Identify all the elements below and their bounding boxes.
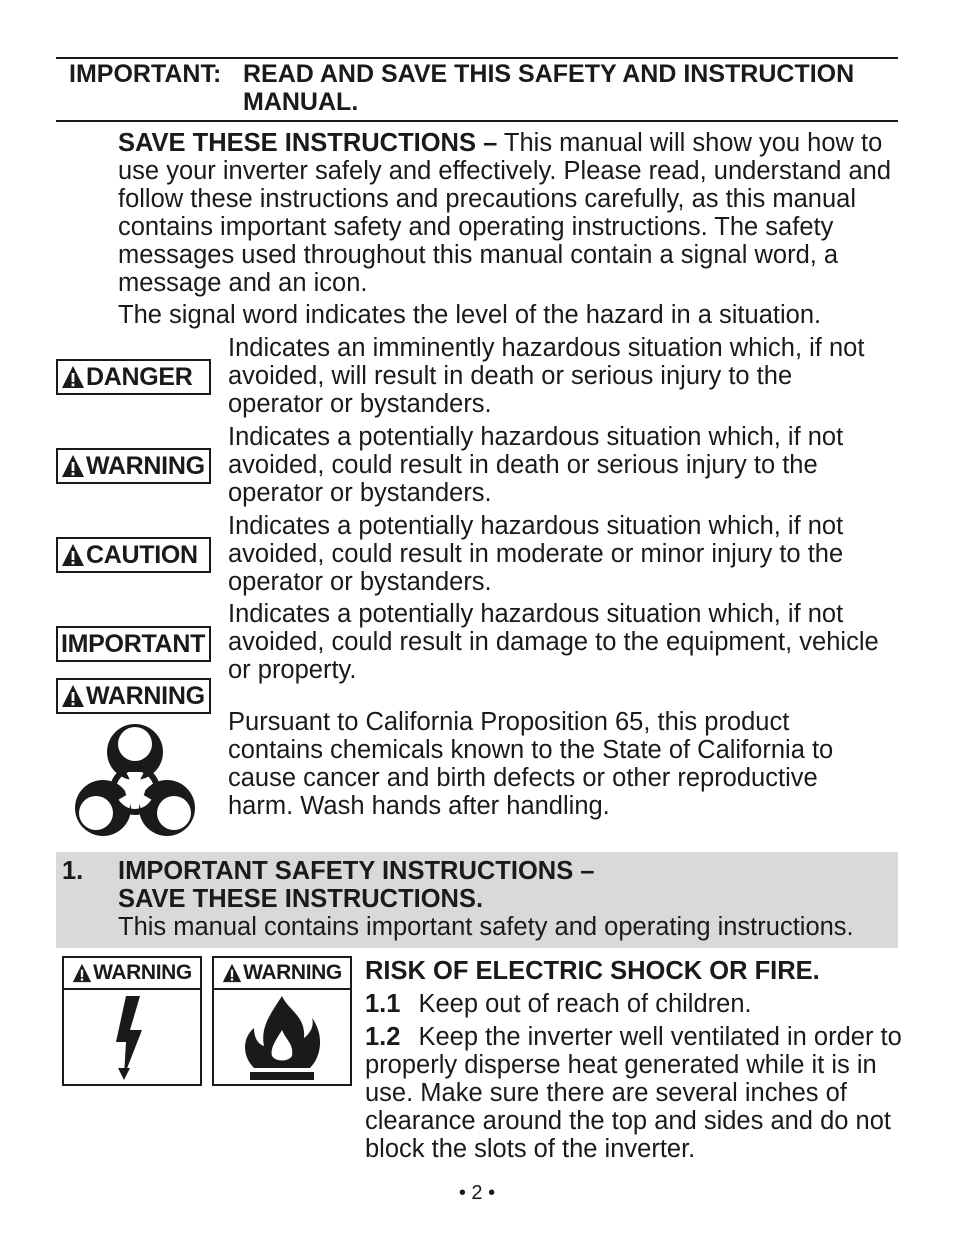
risk-title: RISK OF ELECTRIC SHOCK OR FIRE.: [365, 957, 820, 985]
alert-triangle-icon: [61, 365, 85, 389]
alert-triangle-icon: [61, 684, 85, 708]
intro-paragraph: [118, 129, 900, 297]
prop65-warning-badge: [56, 678, 211, 714]
important-definition: Indicates a potentially hazardous situation which, if not avoided, could result in damage to the equipment, vehicle or property.: [228, 600, 879, 684]
header-bottom-rule: [56, 120, 898, 122]
section-subtitle: This manual contains important safety and operating instructions.: [118, 913, 854, 941]
section-title: [118, 857, 878, 913]
alert-triangle-icon: [61, 543, 85, 567]
caution-definition: Indicates a potentially hazardous situation which, if not avoided, could result in moderate or minor injury to the operator or bystanders.: [228, 512, 844, 596]
prop65-badge-label: WARNING: [86, 681, 205, 710]
section-title-line2: SAVE THESE INSTRUCTIONS.: [118, 885, 484, 913]
item-text: Keep the inverter well ventilated in order to properly disperse heat generated while it is in use. Make sure there are several inches of clearance around the top and sides and do not block the slots of the inverter.: [365, 1023, 902, 1163]
shock-sign-header: [64, 958, 200, 990]
fire-icon: [214, 990, 350, 1086]
alert-triangle-icon: [61, 454, 85, 478]
item-number: 1.1: [365, 990, 401, 1018]
top-rule: [56, 57, 898, 59]
intro-text: This manual will show you how to use your inverter safely and effectively. Please read, understand and follow these instructions and precautions carefully, as this manual contains important safety and operating instructions. The safety messages used throughout this manual contain a signal word, a message and an icon.: [118, 129, 892, 297]
intro-lead: SAVE THESE INSTRUCTIONS –: [118, 129, 498, 157]
caution-badge-label: CAUTION: [86, 540, 198, 569]
alert-triangle-icon: [72, 963, 92, 983]
signal-word-intro: The signal word indicates the level of the hazard in a situation.: [118, 301, 822, 329]
warning-badge: [56, 448, 211, 484]
fire-warning-sign: [212, 956, 352, 1086]
electric-shock-icon: [64, 990, 200, 1086]
danger-badge: [56, 359, 211, 395]
item-number: 1.2: [365, 1023, 401, 1051]
danger-badge-label: DANGER: [86, 362, 193, 391]
important-badge: [56, 626, 211, 662]
page-number: • 2 •: [458, 1182, 496, 1204]
alert-triangle-icon: [222, 963, 242, 983]
biohazard-icon: [66, 718, 204, 846]
fire-sign-label: WARNING: [243, 961, 342, 984]
header-label: IMPORTANT:: [69, 60, 222, 88]
warning-badge-label: WARNING: [86, 451, 205, 480]
shock-sign-label: WARNING: [93, 961, 192, 984]
danger-definition: Indicates an imminently hazardous situation which, if not avoided, will result in death or serious injury to the operator or bystanders.: [228, 334, 865, 418]
important-badge-label: IMPORTANT: [61, 629, 206, 658]
header-title: READ AND SAVE THIS SAFETY AND INSTRUCTION MANUAL.: [243, 60, 855, 116]
instruction-item-1-2: [365, 1023, 905, 1163]
caution-badge: [56, 537, 211, 573]
fire-sign-header: [214, 958, 350, 990]
section-number: 1.: [62, 857, 84, 885]
section-title-line1: IMPORTANT SAFETY INSTRUCTIONS –: [118, 857, 595, 885]
instruction-item-1-1: [365, 990, 905, 1018]
item-text: Keep out of reach of children.: [418, 990, 752, 1018]
warning-definition: Indicates a potentially hazardous situation which, if not avoided, could result in death or serious injury to the operator or bystanders.: [228, 423, 844, 507]
shock-warning-sign: [62, 956, 202, 1086]
prop65-text: Pursuant to California Proposition 65, this product contains chemicals known to the State of California to cause cancer and birth defects or other reproductive harm. Wash hands after handling.: [228, 708, 834, 820]
